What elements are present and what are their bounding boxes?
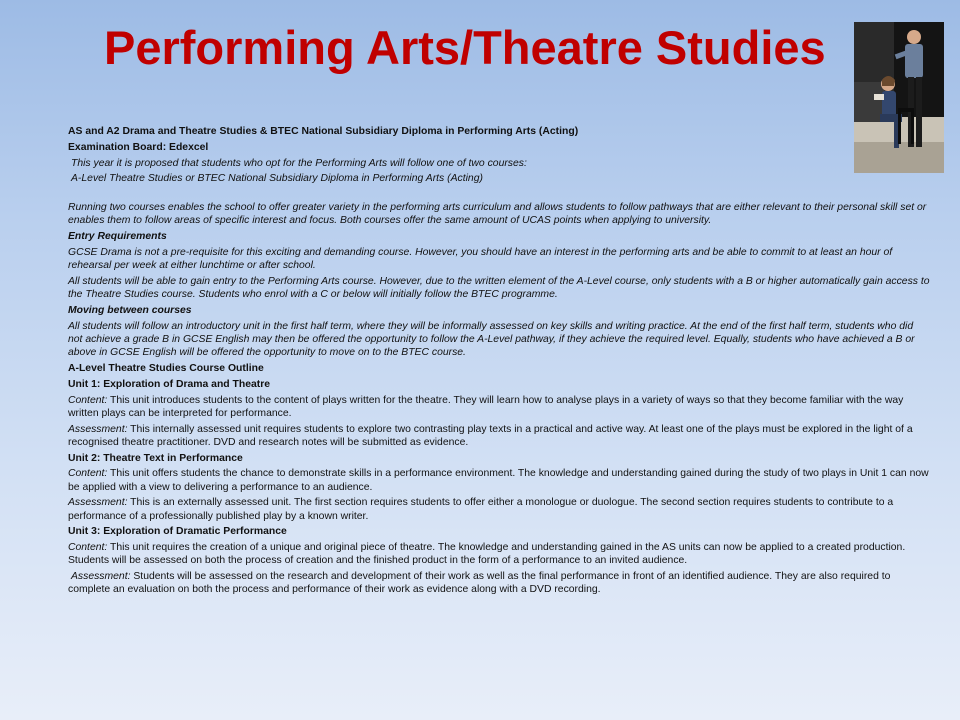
unit-1-title: Unit 1: Exploration of Drama and Theatre (68, 378, 271, 390)
unit-3-title: Unit 3: Exploration of Dramatic Performance (68, 526, 287, 538)
unit-2-content (68, 467, 930, 493)
unit-3-assessment (68, 570, 930, 596)
entry-requirements-heading: Entry Requirements (68, 231, 167, 243)
moving-courses-heading: Moving between courses (68, 304, 192, 316)
assessment-label: Assessment: (71, 571, 131, 583)
moving-paragraph: All students will follow an introductory unit in the first half term, where they will be informally assessed on key skills and writing practice. At the end of the first half term, students who did not achieve a grade B in GCSE English may then be offered the opportunity to follow the A-Level pathway, if they achieve the required level. Equally, students who have achieved a B or above in GCSE English will be offered the opportunity to move on to the BTEC course. (68, 320, 915, 359)
unit-1-content (68, 394, 930, 420)
content-label: Content: (68, 468, 108, 480)
course-description (68, 125, 930, 599)
exam-board: Examination Board: Edexcel (68, 141, 209, 153)
unit-1-assessment-text: This internally assessed unit requires students to explore two contrasting play texts in a practical and active way. At least one of the plays must be explored in the light of a recognised theatre practitioner. DVD and research notes will be submitted as evidence. (68, 423, 913, 448)
assessment-label: Assessment: (68, 497, 128, 509)
content-label: Content: (68, 542, 108, 554)
running-paragraph: Running two courses enables the school to offer greater variety in the performing arts curriculum and allows students to follow pathways that are either relevant to their personal skill set or enables them to follow areas of specific interest and focus. Both courses offer the same amount of UCAS points when applying to university. (68, 202, 927, 227)
entry-paragraph-2: All students will be able to gain entry to the Performing Arts course. However, due to the written element of the A-Level course, only students with a B or higher automatically gain access to the Theatre Studies course. Students who enrol with a C or below will initially follow the BTEC programme. (68, 275, 930, 301)
unit-2-title: Unit 2: Theatre Text in Performance (68, 452, 243, 464)
spacer (68, 188, 930, 201)
unit-1-assessment (68, 423, 930, 449)
unit-3-content (68, 541, 930, 567)
assessment-label: Assessment: (68, 423, 128, 435)
intro-line-1: This year it is proposed that students who opt for the Performing Arts will follow one of two courses: (71, 157, 527, 169)
course-heading: AS and A2 Drama and Theatre Studies & BTEC National Subsidiary Diploma in Performing Arts (Acting) (68, 126, 579, 137)
entry-paragraph-1: GCSE Drama is not a pre-requisite for this exciting and demanding course. However, you should have an interest in the performing arts and be able to commit to at least an hour of rehearsal per week at either lunchtime or after school. (68, 246, 893, 272)
unit-2-assessment (68, 496, 930, 522)
page-title: Performing Arts/Theatre Studies (104, 21, 826, 74)
unit-3-content-text: This unit requires the creation of a unique and original piece of theatre. The knowledge and understanding gained in the AS units can now be applied to a created production. Students will be assessed on both the process of creation and the finished product in the form of a performance to an invited audience. (68, 542, 906, 567)
unit-3-assessment-text: Students will be assessed on the research and development of their work as well as the final performance in front of an identified audience. They are also required to complete an evaluation on both the process and performance of their work as evidence along with a DVD recording. (68, 571, 891, 596)
outline-heading: A-Level Theatre Studies Course Outline (68, 362, 264, 374)
unit-2-assessment-text: This is an externally assessed unit. The first section requires students to offer either a monologue or duologue. The second section requires students to contribute to a performance of a professionally published play by a known writer. (68, 497, 894, 522)
content-label: Content: (68, 394, 108, 406)
unit-2-content-text: This unit offers students the chance to demonstrate skills in a performance environment. The knowledge and understanding gained during the study of two plays in Unit 1 can now be applied with a view to delivering a performance to an audience. (68, 468, 929, 493)
intro-line-2: A-Level Theatre Studies or BTEC National Subsidiary Diploma in Performing Arts (Acting) (71, 173, 483, 185)
unit-1-content-text: This unit introduces students to the content of plays written for the theatre. They will learn how to analyse plays in a variety of ways so that they become familiar with the way written plays can be interpreted for performance. (68, 394, 904, 419)
